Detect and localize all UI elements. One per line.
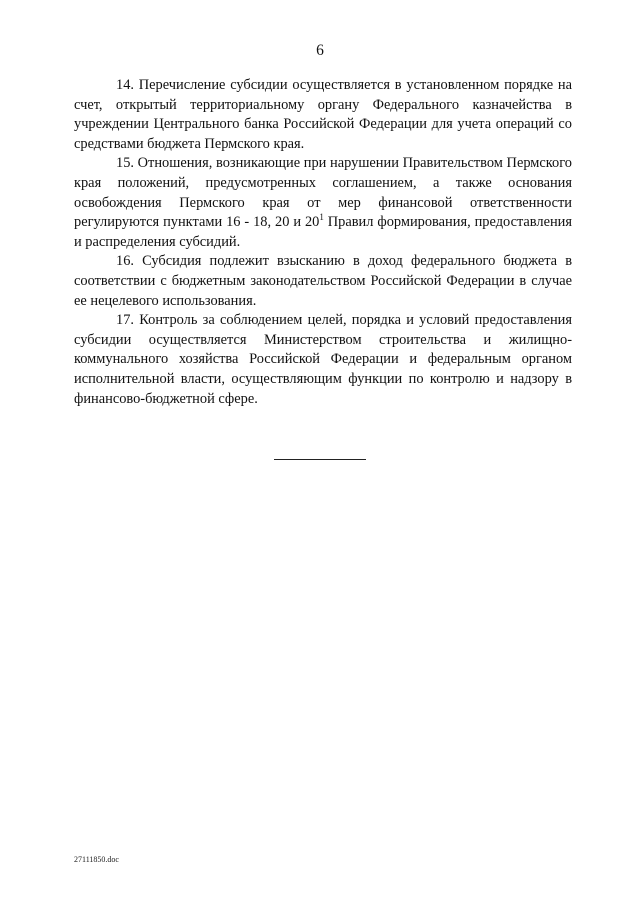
paragraph-15-superscript: 1	[319, 212, 324, 223]
paragraph-15	[74, 154, 572, 252]
paragraph-16: 16. Субсидия подлежит взысканию в доход федерального бюджета в соответствии с бюджетным законодательством Российской Федерации в случае ее нецелевого использования.	[74, 253, 572, 309]
paragraph-15-text-after: Правил формирования, предоставления и распределения субсидий.	[74, 214, 572, 250]
page-number: 6	[316, 42, 324, 59]
footer-filename: 27111850.doc	[74, 855, 119, 864]
paragraph-17: 17. Контроль за соблюдением целей, порядка и условий предоставления субсидии осуществляется Министерством строительства и жилищно-коммунального хозяйства Российской Федерации и федеральным органом исполнительной власти, осуществляющим функции по контролю и надзору в финансово-бюджетной сфере.	[74, 312, 572, 407]
end-separator-line	[274, 459, 366, 460]
paragraph-14: 14. Перечисление субсидии осуществляется в установленном порядке на счет, открытый территориальному органу Федерального казначейства в учреждении Центрального банка Российской Федерации для учета операций со средствами бюджета Пермского края.	[74, 77, 572, 152]
paragraph-15-text-before: 15. Отношения, возникающие при нарушении Правительством Пермского края положений, предусмотренных соглашением, а также основания освобождения Пермского края от мер финансовой ответственности регулируются пунктами 16 - 18, 20 и 20	[74, 155, 572, 231]
document-body	[74, 76, 572, 409]
